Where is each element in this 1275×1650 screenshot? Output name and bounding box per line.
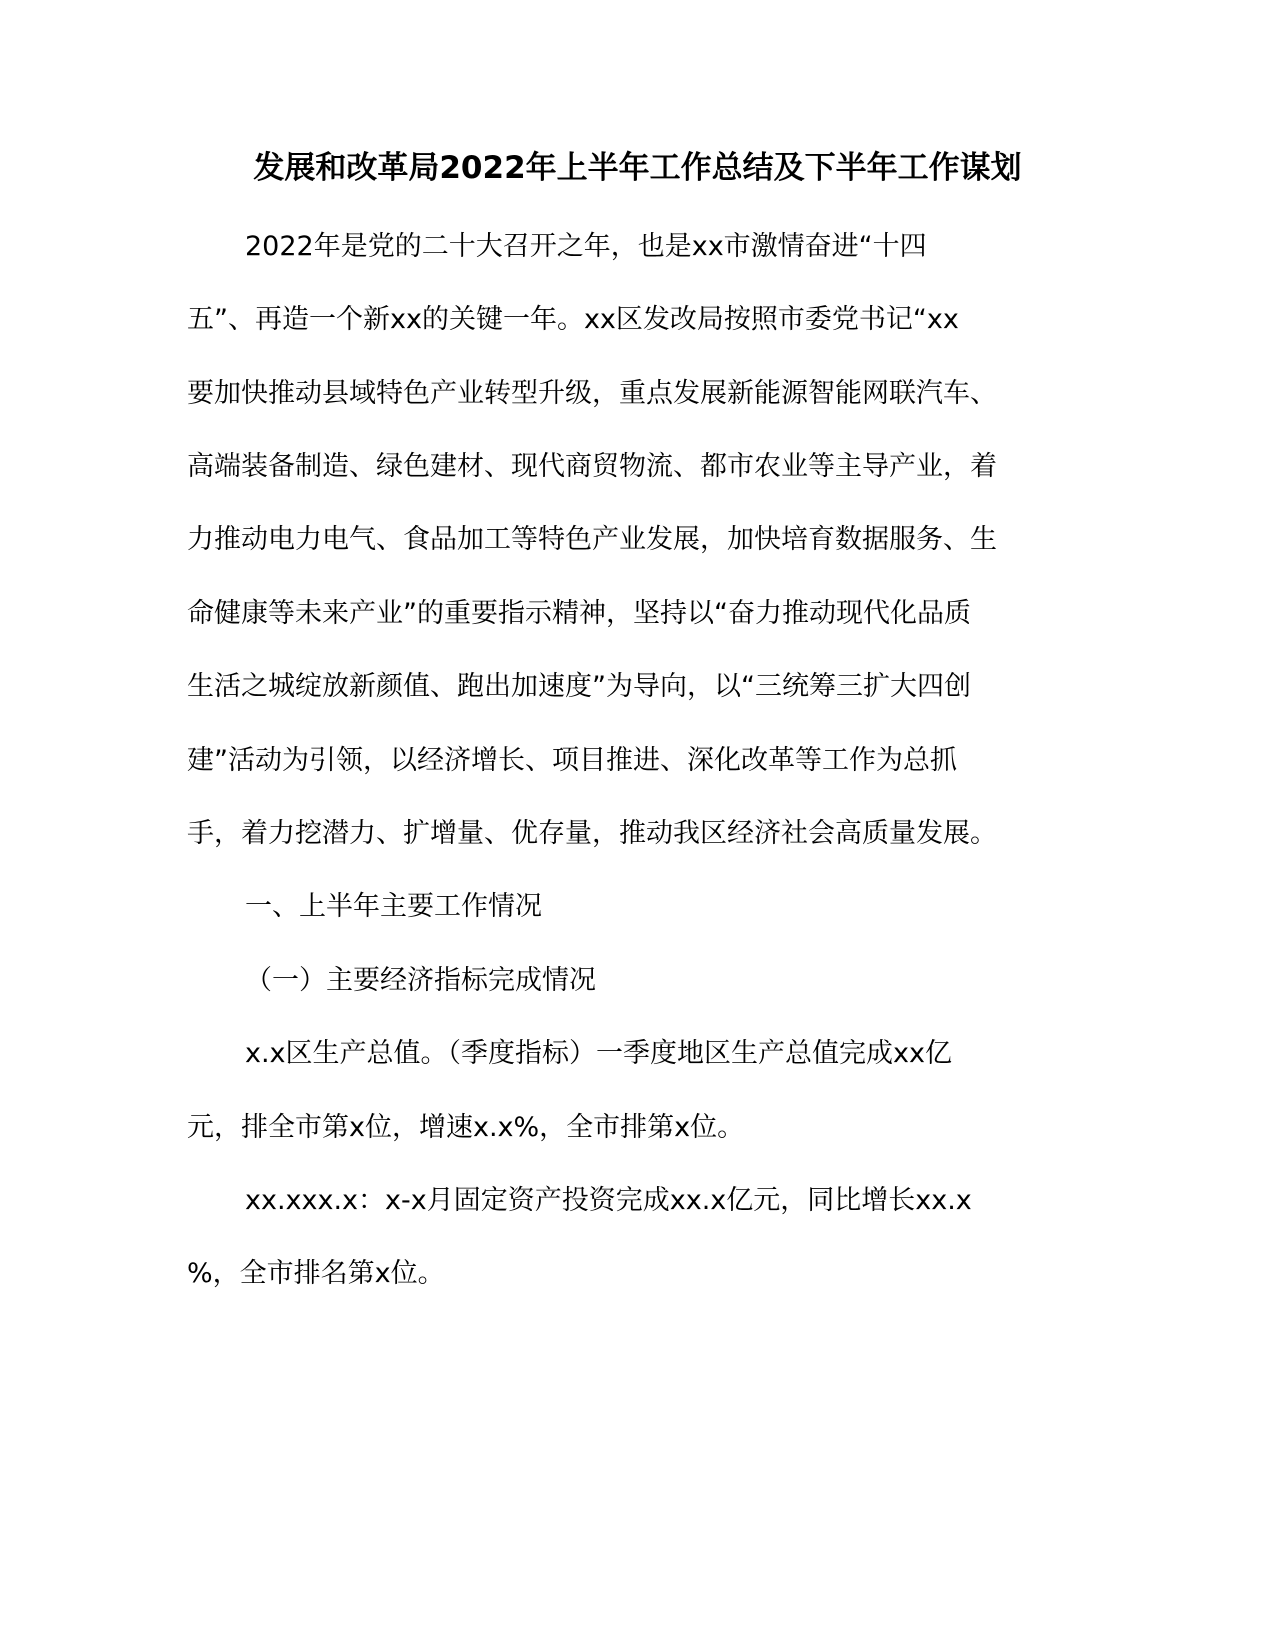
- paragraph-gdp-line-2: 元，排全市第x位，增速x.x%，全市排第x位。: [187, 1112, 745, 1143]
- paragraph-gdp-line-1: x.x区生产总值。（季度指标）一季度地区生产总值完成xx亿: [245, 1038, 952, 1069]
- paragraph-line-4: 高端装备制造、绿色建材、现代商贸物流、都市农业等主导产业，着: [187, 451, 997, 482]
- section-heading: 一、上半年主要工作情况: [245, 891, 542, 922]
- paragraph-line-7: 生活之城绽放新颜值、跑出加速度”为导向，以“三统筹三扩大四创: [187, 671, 971, 702]
- document-title: 发展和改革局2022年上半年工作总结及下半年工作谋划: [253, 150, 1022, 186]
- paragraph-line-8: 建”活动为引领，以经济增长、项目推进、深化改革等工作为总抓: [187, 745, 957, 776]
- subsection-heading: （一）主要经济指标完成情况: [245, 965, 596, 996]
- paragraph-line-2: 五”、再造一个新xx的关键一年。xx区发改局按照市委党书记“xx: [187, 304, 959, 335]
- paragraph-investment-line-1: xx.xxx.x：x-x月固定资产投资完成xx.x亿元，同比增长xx.x: [245, 1185, 972, 1216]
- paragraph-line-9: 手，着力挖潜力、扩增量、优存量，推动我区经济社会高质量发展。: [187, 818, 997, 849]
- paragraph-line-1: 2022年是党的二十大召开之年，也是xx市激情奋进“十四: [245, 231, 927, 262]
- paragraph-line-3: 要加快推动县域特色产业转型升级，重点发展新能源智能网联汽车、: [187, 378, 997, 409]
- paragraph-line-6: 命健康等未来产业”的重要指示精神，坚持以“奋力推动现代化品质: [187, 598, 971, 629]
- paragraph-investment-line-2: %，全市排名第x位。: [187, 1258, 445, 1289]
- paragraph-line-5: 力推动电力电气、食品加工等特色产业发展，加快培育数据服务、生: [187, 524, 997, 555]
